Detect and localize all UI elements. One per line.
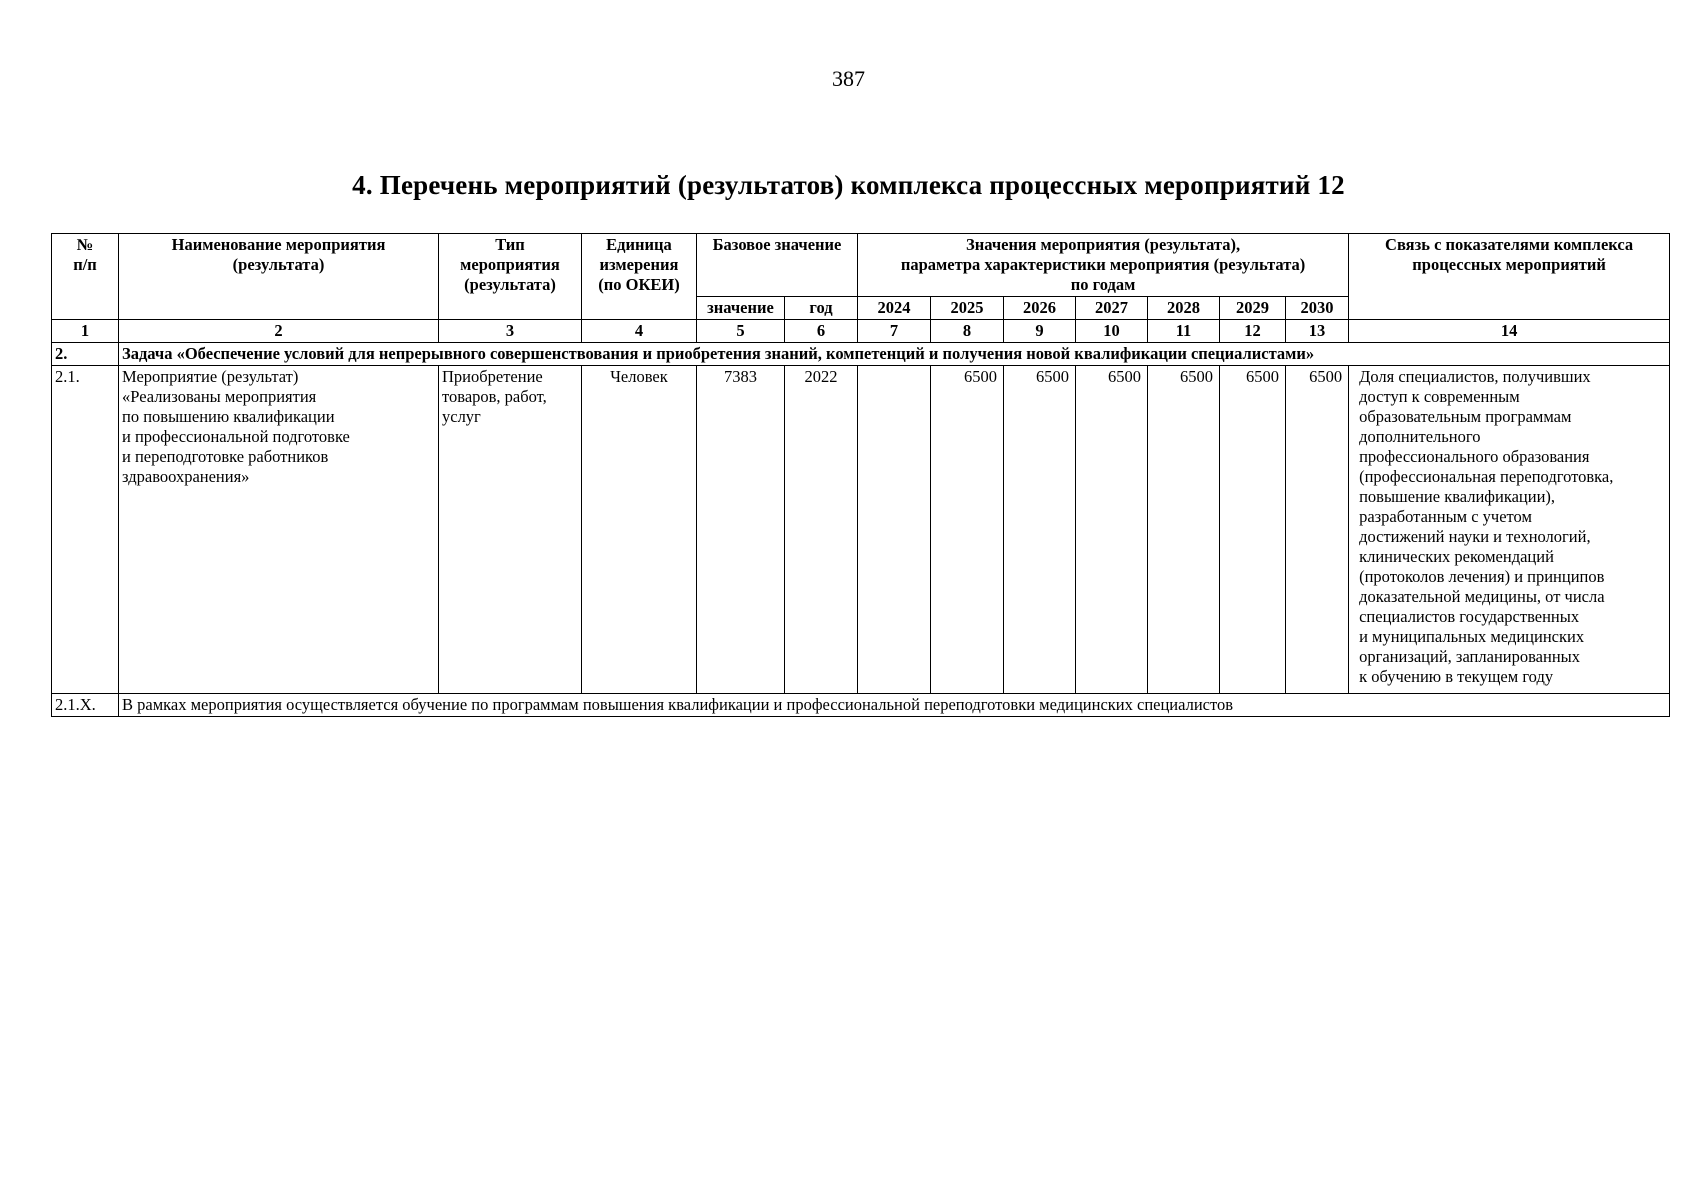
column-number: 11 xyxy=(1148,320,1220,343)
column-number: 5 xyxy=(697,320,785,343)
header-values: Значения мероприятия (результата), параметра характеристики мероприятия (результата) по годам xyxy=(858,234,1349,297)
row-value-2025: 6500 xyxy=(931,366,1004,694)
header-base-year: год xyxy=(785,297,858,320)
measures-table xyxy=(51,233,1670,717)
header-year: 2030 xyxy=(1286,297,1349,320)
column-numbers-row xyxy=(52,320,1670,343)
header-link: Связь с показателями комплекса процессных мероприятий xyxy=(1349,234,1670,320)
task-num: 2. xyxy=(52,343,119,366)
row-value-2024 xyxy=(858,366,931,694)
header-year: 2028 xyxy=(1148,297,1220,320)
column-number: 6 xyxy=(785,320,858,343)
header-name: Наименование мероприятия (результата) xyxy=(119,234,439,320)
header-year: 2026 xyxy=(1004,297,1076,320)
column-number: 7 xyxy=(858,320,931,343)
row-value-2026: 6500 xyxy=(1004,366,1076,694)
row-link: Доля специалистов, получивших доступ к современным образовательным программам дополнительного профессионального образования (профессиональная переподготовка, повышение квалификации), разработанным с учетом достижений науки и технологий, клинических рекомендаций (протоколов лечения) и принципов доказательной медицины, от числа специалистов государственных и муниципальных медицинских организаций, запланированных к обучению в текущем году xyxy=(1349,366,1670,694)
footer-row xyxy=(52,694,1670,717)
header-type: Тип мероприятия (результата) xyxy=(439,234,582,320)
row-num: 2.1. xyxy=(52,366,119,694)
column-number: 14 xyxy=(1349,320,1670,343)
task-row xyxy=(52,343,1670,366)
row-name: Мероприятие (результат) «Реализованы мероприятия по повышению квалификации и профессиональной подготовке и переподготовке работников здравоохранения» xyxy=(119,366,439,694)
column-number: 13 xyxy=(1286,320,1349,343)
row-value-2030: 6500 xyxy=(1286,366,1349,694)
row-base-year: 2022 xyxy=(785,366,858,694)
page-title: 4. Перечень мероприятий (результатов) комплекса процессных мероприятий 12 xyxy=(352,170,1345,200)
header-base: Базовое значение xyxy=(697,234,858,297)
header-unit: Единица измерения (по ОКЕИ) xyxy=(582,234,697,320)
row-type: Приобретение товаров, работ, услуг xyxy=(439,366,582,694)
row-value-2029: 6500 xyxy=(1220,366,1286,694)
column-number: 10 xyxy=(1076,320,1148,343)
column-number: 4 xyxy=(582,320,697,343)
row-value-2027: 6500 xyxy=(1076,366,1148,694)
row-unit: Человек xyxy=(582,366,697,694)
task-text: Задача «Обеспечение условий для непрерывного совершенствования и приобретения знаний, компетенций и получения новой квалификации специалистами» xyxy=(119,343,1670,366)
column-number: 3 xyxy=(439,320,582,343)
column-number: 9 xyxy=(1004,320,1076,343)
column-number: 2 xyxy=(119,320,439,343)
header-base-value: значение xyxy=(697,297,785,320)
header-year: 2025 xyxy=(931,297,1004,320)
column-number: 12 xyxy=(1220,320,1286,343)
header-num: № п/п xyxy=(52,234,119,320)
row-base-value: 7383 xyxy=(697,366,785,694)
page-number: 387 xyxy=(832,66,865,91)
column-number: 1 xyxy=(52,320,119,343)
header-year: 2024 xyxy=(858,297,931,320)
header-year: 2027 xyxy=(1076,297,1148,320)
table-row xyxy=(52,366,1670,694)
column-number: 8 xyxy=(931,320,1004,343)
header-year: 2029 xyxy=(1220,297,1286,320)
footer-num: 2.1.Х. xyxy=(52,694,119,717)
footer-text: В рамках мероприятия осуществляется обучение по программам повышения квалификации и профессиональной переподготовки медицинских специалистов xyxy=(119,694,1670,717)
row-value-2028: 6500 xyxy=(1148,366,1220,694)
